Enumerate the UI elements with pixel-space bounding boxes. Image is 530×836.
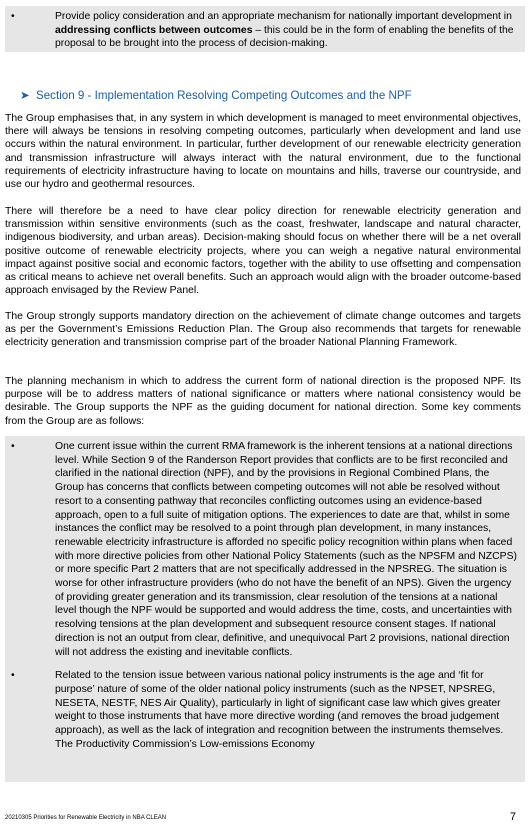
list-item	[5, 10, 525, 51]
paragraph: The Group emphasises that, in any system in which development is managed to meet environmental objectives, there will always be tensions in resolving competing outcomes, particularly when development and land use occurs within the natural environment. In particular, further development of our renewable electricity generation and transmission infrastructure will always interact with the natural environment, due to the functional requirements of electricity infrastructure having to locate on mountains and hills, traverse our countryside, and use our hydro and geothermal resources.	[5, 113, 521, 191]
paragraph: The Group strongly supports mandatory direction on the achievement of climate change outcomes and targets as per the Government’s Emissions Reduction Plan. The Group also recommends that targets for renewable electricity generation and transmission comprise part of the broader National Planning Framework.	[5, 311, 521, 349]
footer-doc-name: 20210305 Priorities for Renewable Electricity in NBA CLEAN	[5, 815, 167, 821]
bullet-icon: •	[11, 11, 15, 22]
bullet-text: Related to the tension issue between various national policy instruments is the age and ‘fit for purpose’ nature of some of the older national policy instruments (such as the NPSET, NPSREG, NESETA, NESTF, NES Air Quality), particularly in light of significant case law which gives greater weight to those instruments that have more directive wording (and removes the broad judgement approach), as well as the lack of integration and recognition between the instruments themselves. The Productivity Commission’s Low-emissions Economy	[55, 670, 504, 750]
section-heading	[20, 88, 412, 102]
comments-list	[5, 436, 525, 782]
bullet-icon: •	[11, 441, 15, 452]
list-item	[5, 669, 525, 751]
bullet-text-end: – this could be in the form of enabling the benefits of the proposal to be brought into the process of decision-making.	[55, 24, 514, 50]
bullet-text: One current issue within the current RMA framework is the inherent tensions at a national directions level. While Section 9 of the Randerson Report provides that conflicts are to be first reconciled and clarified in the national direction (NPF), and by the provisions in Regional Combined Plans, the Group has concerns that conflicts between competing outcomes will not able be resolved without resort to a consenting pathway that reconciles conflicting outcomes using an evidence-based approach, open to a full suite of mitigation options. The experiences to date are that, whilst in some instances the conflict may be resolved to a point through plan development, in many instances, renewable electricity infrastructure is afforded no specific policy recognition within plans when faced with more directive policies from other National Policy Statements (such as the NPSFM and NZCPS) or more specific Part 2 matters that are not specifically addressed in the NPSREG. The situation is worse for other infrastructure providers (who do not have the benefit of an NPS). Given the urgency of providing greater generation and its transmission, clear resolution of the tensions at a national level though the NPF would be supported and would address the time, costs, and uncertainties with resolving tensions at the plan development and subsequent resource consent stages. If national direction is not an output from clear, definitive, and unequivocal Part 2 provisions, national direction will not address the existing and inevitable conflicts.	[55, 441, 517, 658]
paragraph: The planning mechanism in which to address the current form of national direction is the proposed NPF. Its purpose will be to address matters of national significance or matters where national consistency would be desirable. The Group supports the NPF as the guiding document for national direction. Some key comments from the Group are as follows:	[5, 376, 521, 427]
page-number: 7	[509, 811, 516, 823]
top-bullet-box	[5, 6, 525, 52]
paragraph: There will therefore be a need to have clear policy direction for renewable electricity generation and transmission within sensitive environments (such as the coast, freshwater, landscape and natural character, indigenous biodiversity, and urban areas). Decision-making should focus on whether there will be a net overall positive outcome of renewable electricity projects, where you can weigh a negative natural environmental impact against positive social and economic factors, together with the ability to use offsetting and compensation as critical means to achieve net overall benefits. Such an approach would align with the broader outcome-based approach envisaged by the Review Panel.	[5, 206, 521, 297]
bullet-text-start: Provide policy consideration and an appropriate mechanism for nationally important development in	[55, 11, 512, 22]
bullet-text-bold: addressing conflicts between outcomes	[55, 24, 253, 36]
bullet-icon: •	[11, 670, 15, 682]
arrow-bullet-icon: ➤	[20, 89, 30, 102]
list-item	[5, 440, 525, 659]
section-heading-text: Section 9 - Implementation Resolving Competing Outcomes and the NPF	[36, 89, 412, 102]
